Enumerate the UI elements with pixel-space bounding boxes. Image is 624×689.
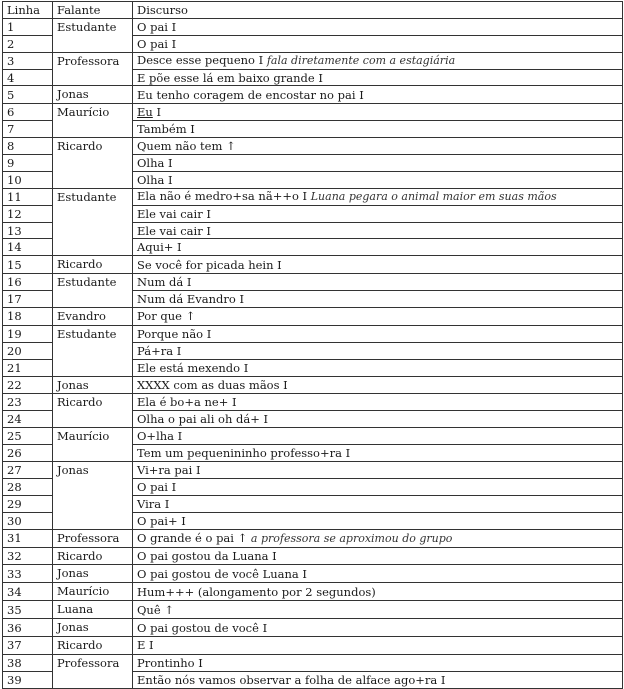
line-number: 38 [3,654,53,671]
speech-text: O pai gostou de você Luana I [137,566,307,581]
line-number: 27 [3,462,53,479]
line-number: 3 [3,52,53,69]
line-number: 22 [3,376,53,394]
speaker-cell: Evandro [53,308,133,326]
speaker-cell: Maurício [53,104,133,138]
speech-text: O pai I [137,479,177,494]
speech-cell [133,529,623,547]
speech-cell [133,69,623,86]
speech-cell [133,18,623,35]
speech-text: Se você for picada hein I [137,257,282,272]
speaker-cell: Luana [53,601,133,619]
line-number: 19 [3,325,53,342]
line-number: 28 [3,478,53,495]
line-number: 4 [3,69,53,86]
speaker-cell: Ricardo [53,394,133,428]
speech-text: XXXX com as duas mãos I [137,378,288,393]
line-number: 12 [3,205,53,222]
speech-text: Vi+ra pai I [137,462,201,477]
table-row [3,547,623,565]
speech-text: O pai gostou de você I [137,620,268,635]
line-number: 25 [3,428,53,445]
line-number: 10 [3,171,53,188]
speech-text: Eu tenho coragem de encostar no pai I [137,87,364,102]
speech-text: Ela não é medro+sa nã++o I [137,189,311,204]
line-number: 32 [3,547,53,565]
line-number: 6 [3,104,53,121]
speech-cell [133,428,623,445]
speech-cell [133,636,623,654]
speech-cell [133,291,623,308]
table-row [3,654,623,671]
table-row [3,462,623,479]
line-number: 9 [3,155,53,172]
speech-text: Olha o pai ali oh dá+ I [137,412,269,427]
speech-text: Ele está mexendo I [137,360,249,375]
speech-cell [133,274,623,291]
line-number: 11 [3,188,53,205]
speech-text: Aqui+ I [137,240,182,255]
speech-text: O+lha I [137,429,183,444]
context-note: fala diretamente com a estagiária [266,54,456,68]
table-row [3,428,623,445]
speech-text: Desce esse pequeno I [137,53,267,68]
table-row [3,138,623,155]
speech-cell [133,462,623,479]
table-row [3,308,623,326]
speech-cell [133,155,623,172]
table-row [3,394,623,411]
line-number: 33 [3,565,53,583]
header-discurso: Discurso [133,2,623,19]
table-row [3,52,623,69]
speech-cell [133,138,623,155]
header-linha: Linha [3,2,53,19]
speech-cell [133,671,623,688]
speech-text: Pá+ra I [137,343,182,358]
speech-text: Também I [137,122,195,137]
line-number: 30 [3,512,53,529]
speech-cell [133,359,623,376]
speech-cell [133,86,623,104]
speech-cell [133,104,623,121]
speech-text: Porque não I [137,326,212,341]
line-number: 21 [3,359,53,376]
header-falante: Falante [53,2,133,19]
speech-cell [133,478,623,495]
speaker-cell: Jonas [53,376,133,394]
line-number: 31 [3,529,53,547]
table-row [3,601,623,619]
speech-text: Olha I [137,172,173,187]
speech-text: Olha I [137,155,173,170]
speaker-cell: Ricardo [53,256,133,274]
speech-cell [133,512,623,529]
line-number: 7 [3,121,53,138]
speaker-cell: Estudante [53,274,133,308]
line-number: 29 [3,495,53,512]
speech-cell [133,376,623,394]
speech-text: Por que ↑ [137,309,196,324]
speaker-cell: Jonas [53,619,133,637]
line-number: 8 [3,138,53,155]
speech-text: I [152,105,162,120]
speech-text: Então nós vamos observar a folha de alface ago+ra I [137,672,446,687]
speech-text: Num dá Evandro I [137,292,245,307]
speech-cell [133,654,623,671]
table-row [3,86,623,104]
speech-text: Num dá I [137,275,192,290]
line-number: 37 [3,636,53,654]
speech-text: Vira I [137,496,170,511]
speaker-cell: Ricardo [53,547,133,565]
line-number: 15 [3,256,53,274]
speech-cell [133,52,623,69]
line-number: 17 [3,291,53,308]
speech-text: Quem não tem ↑ [137,139,236,154]
table-row [3,565,623,583]
table-row [3,636,623,654]
header-row [3,2,623,19]
speech-text: Tem um pequenininho professo+ra I [137,446,351,461]
emphasized-word: Eu [137,105,153,120]
speech-cell [133,35,623,52]
line-number: 20 [3,342,53,359]
speaker-cell: Ricardo [53,636,133,654]
table-row [3,376,623,394]
speaker-cell: Estudante [53,18,133,52]
transcript-body [3,18,623,688]
speech-text: O pai gostou da Luana I [137,548,277,563]
speech-cell [133,222,623,239]
speech-text: Prontinho I [137,655,203,670]
line-number: 23 [3,394,53,411]
line-number: 1 [3,18,53,35]
speech-text: O pai I [137,19,177,34]
speech-cell [133,342,623,359]
table-row [3,529,623,547]
transcript-table [2,1,623,689]
speaker-cell: Professora [53,654,133,688]
speaker-cell: Jonas [53,462,133,530]
speech-cell [133,205,623,222]
table-row [3,325,623,342]
speech-cell [133,256,623,274]
line-number: 16 [3,274,53,291]
speech-cell [133,239,623,256]
speech-cell [133,325,623,342]
speech-text: Quê ↑ [137,602,174,617]
line-number: 35 [3,601,53,619]
speech-text: O grande é o pai ↑ [137,530,251,545]
speaker-cell: Maurício [53,583,133,601]
speech-text: Ela é bo+a ne+ I [137,395,237,410]
table-row [3,18,623,35]
speech-cell [133,445,623,462]
speech-text: E I [137,638,154,653]
table-row [3,188,623,205]
speech-text: O pai I [137,36,177,51]
context-note: Luana pegara o animal maior em suas mãos [310,190,557,204]
speaker-cell: Professora [53,529,133,547]
line-number: 5 [3,86,53,104]
speaker-cell: Jonas [53,565,133,583]
speech-cell [133,394,623,411]
line-number: 13 [3,222,53,239]
speaker-cell: Maurício [53,428,133,462]
speech-text: Ele vai cair I [137,206,211,221]
speech-text: Ele vai cair I [137,223,211,238]
speaker-cell: Jonas [53,86,133,104]
line-number: 2 [3,35,53,52]
speaker-cell: Professora [53,52,133,86]
speech-cell [133,495,623,512]
table-row [3,256,623,274]
line-number: 39 [3,671,53,688]
line-number: 24 [3,411,53,428]
speech-cell [133,601,623,619]
speech-text: O pai+ I [137,513,186,528]
speaker-cell: Estudante [53,325,133,376]
context-note: a professora se aproximou do grupo [250,531,453,545]
speech-cell [133,619,623,637]
line-number: 34 [3,583,53,601]
speech-cell [133,547,623,565]
speech-cell [133,565,623,583]
speech-cell [133,308,623,326]
line-number: 14 [3,239,53,256]
speech-cell [133,188,623,205]
table-row [3,583,623,601]
speaker-cell: Estudante [53,188,133,256]
speech-cell [133,171,623,188]
speech-text: Hum+++ (alongamento por 2 segundos) [137,584,376,599]
line-number: 18 [3,308,53,326]
speech-cell [133,411,623,428]
line-number: 36 [3,619,53,637]
speech-text: E põe esse lá em baixo grande I [137,70,323,85]
speech-cell [133,583,623,601]
line-number: 26 [3,445,53,462]
table-row [3,619,623,637]
table-row [3,104,623,121]
table-row [3,274,623,291]
speaker-cell: Ricardo [53,138,133,189]
speech-cell [133,121,623,138]
